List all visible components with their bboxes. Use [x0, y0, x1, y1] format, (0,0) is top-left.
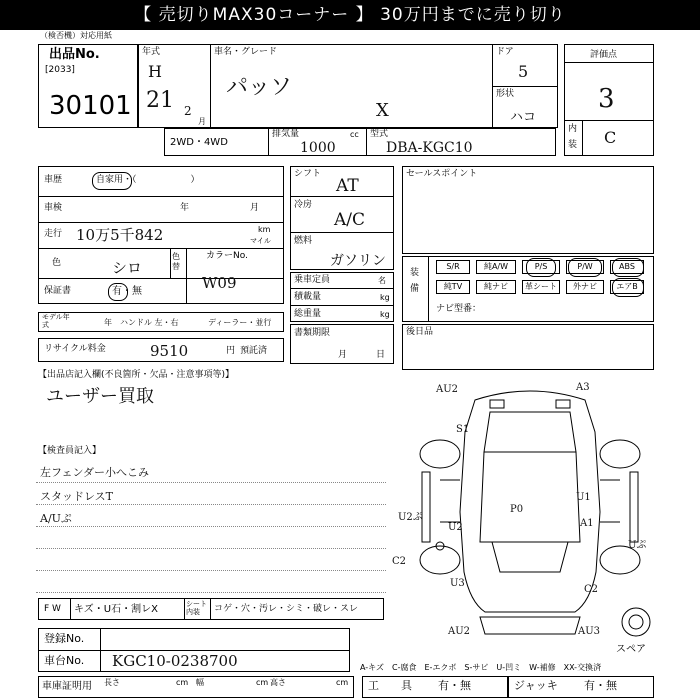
cert-cm-3: cm: [336, 678, 349, 687]
shape-label: 形状: [496, 89, 515, 99]
recycle-value: 9510: [150, 342, 189, 360]
model-grade: X: [376, 100, 389, 121]
chassis-value: KGC10-0238700: [112, 652, 238, 670]
warranty-label: 保証書: [44, 286, 72, 296]
score-label: 評価点: [590, 50, 618, 60]
equip-sr: S/R: [436, 260, 470, 274]
model-name: パッソ: [226, 75, 293, 100]
certificate-label: 車庫証明用: [42, 681, 92, 692]
score-value: 3: [598, 84, 615, 114]
year-value: 21: [146, 88, 174, 113]
cert-cm-1: cm: [176, 678, 189, 687]
circle-ps: [526, 258, 556, 277]
year-month: 2: [184, 104, 192, 118]
inspector-line-2: A/Uぷ: [40, 512, 72, 525]
mark-d: P0: [510, 504, 524, 515]
car-diagram: [392, 372, 660, 662]
shift-value: AT: [336, 176, 359, 196]
capacity-label-0: 乗車定員: [294, 275, 331, 285]
fw-label: F W: [44, 604, 61, 614]
history-text: 自家用・（ ）: [96, 175, 200, 185]
year-label: 年式: [142, 47, 161, 57]
interior-label-2: 装: [568, 140, 578, 150]
model-year-label: モデル年式: [42, 313, 70, 329]
interior-label-1: 内: [568, 124, 578, 134]
inspection-month: 月: [250, 203, 260, 213]
circle-airbag: [612, 278, 644, 297]
circle-abs: [612, 258, 644, 277]
form-note: （検否機）対応用紙: [40, 31, 112, 40]
history-label: 車歴: [44, 175, 63, 185]
ac-label: 冷房: [294, 200, 313, 210]
register-label: 登録No.: [44, 632, 85, 645]
mark-c: S1: [456, 424, 470, 435]
recycle-label: リサイクル料金: [44, 344, 106, 354]
later-label: 後日品: [406, 327, 434, 337]
color-code-label: カラーNo.: [206, 251, 248, 261]
history-circle: [92, 172, 132, 190]
tools-label: 工 具: [368, 679, 412, 692]
fuel-value: ガソリン: [330, 253, 386, 269]
inspector-label: 【検査員記入】: [38, 446, 102, 456]
lot-number: 30101: [49, 91, 132, 121]
cert-wide: 幅: [196, 678, 204, 687]
mark-h: U2ぷ: [398, 512, 423, 523]
month-unit: 月: [198, 117, 206, 126]
model-label: 車名・グレード: [214, 47, 278, 57]
displacement-value: 1000: [300, 140, 336, 156]
regdate-day: 日: [376, 350, 386, 360]
mark-b: A3: [576, 382, 590, 393]
equip-aw: 純A/W: [476, 260, 516, 274]
interior-value: C: [604, 128, 617, 147]
lot-label: 出品No.: [49, 47, 100, 62]
seat-text: コゲ・穴・汚レ・シミ・破レ・スレ: [214, 604, 359, 614]
capacity-unit-1: kg: [380, 293, 390, 302]
spare-label: スペア: [616, 644, 646, 655]
mileage-value: 10万5千842: [76, 226, 164, 244]
jack-label: ジャッキ: [514, 679, 558, 692]
model-year-text1: 年: [104, 318, 112, 327]
fuel-label: 燃料: [294, 236, 313, 246]
color-label: 色: [52, 258, 62, 268]
ac-value: A/C: [334, 210, 366, 230]
displacement-label: 排気量: [272, 129, 300, 139]
color-change-label: 色替: [172, 252, 180, 271]
cert-high: 高さ: [270, 678, 286, 687]
inspection-year: 年: [180, 203, 190, 213]
navi-model-label: ナビ型番：: [436, 304, 482, 314]
equip-ps: P/S: [522, 260, 560, 274]
doors-value: 5: [518, 62, 529, 81]
equip-leather: 革シート: [522, 280, 560, 294]
legend-text: A-キズ C-腐食 E-エクボ S-サビ U-凹ミ W-補修 XX-交換済: [360, 663, 602, 672]
capacity-unit-0: 名: [378, 276, 386, 285]
shape-value: ハコ: [510, 110, 537, 125]
jack-text: 有・無: [584, 679, 617, 692]
lot-sub: [2033]: [45, 65, 75, 75]
sales-point-label: セールスポイント: [406, 169, 478, 179]
mark-j: U3: [450, 578, 465, 589]
mark-i: C2: [392, 556, 407, 567]
inspection-label: 車検: [44, 203, 63, 213]
color-code: W09: [202, 274, 237, 292]
equip-pw: P/W: [566, 260, 604, 274]
seat-label: シート内装: [186, 600, 207, 616]
recycle-note: 預託済: [240, 346, 268, 356]
mileage-km: km: [258, 225, 271, 234]
exhibitor-note-value: ユーザー買取: [46, 386, 154, 407]
warranty-circle: [108, 283, 128, 301]
shift-label: シフト: [294, 169, 322, 179]
later-box: [402, 324, 654, 370]
mileage-label: 走行: [44, 229, 63, 239]
mark-m: AU3: [578, 626, 601, 637]
capacity-unit-2: kg: [380, 310, 390, 319]
doors-label: ドア: [496, 47, 514, 57]
drive-type: 2WD・4WD: [170, 137, 228, 148]
mark-k: C2: [584, 584, 599, 595]
inspector-line-1: スタッドレスT: [40, 490, 114, 503]
capacity-label-2: 総重量: [294, 309, 322, 319]
capacity-label-1: 積載量: [294, 292, 322, 302]
mark-e: U1: [576, 492, 591, 503]
equipment-label-2: 備: [410, 284, 420, 294]
circle-pw: [568, 258, 602, 277]
displacement-unit: cc: [350, 130, 359, 139]
mark-g: A1: [580, 518, 594, 529]
model-year-text3: ディーラー・並行: [208, 318, 272, 327]
equipment-label-1: 装: [410, 268, 420, 278]
equip-abs: ABS: [610, 260, 644, 274]
equip-airbag: エアB: [610, 280, 644, 294]
modelcode-label: 型式: [370, 129, 389, 139]
chassis-label: 車台No.: [44, 654, 85, 667]
model-year-text2: ハンドル 左・右: [120, 318, 179, 327]
inspector-line-0: 左フェンダー小へこみ: [40, 466, 150, 479]
lot-box: [38, 44, 138, 128]
recycle-unit: 円: [226, 346, 236, 356]
mark-l: AU2: [448, 626, 471, 637]
year-era: H: [148, 62, 162, 81]
equip-extnavi: 外ナビ: [566, 280, 604, 294]
banner: [0, 0, 700, 30]
tools-text: 有・無: [438, 679, 471, 692]
mark-o: Uぷ: [628, 540, 647, 551]
fw-text: キズ・U石・割レX: [74, 604, 158, 615]
color-value: シロ: [112, 259, 143, 277]
mileage-mile: マイル: [250, 237, 271, 245]
mark-a: AU2: [436, 384, 459, 395]
regdate-label: 書類期限: [294, 328, 331, 338]
equip-tv: 純TV: [436, 280, 470, 294]
banner-text: 【 売切りMAX30コーナー 】 30万円までに売り切り: [134, 5, 566, 25]
cert-cm-2: cm: [256, 678, 269, 687]
exhibitor-note-label: 【出品店記入欄(不良箇所・欠品・注意事項等)】: [38, 370, 235, 380]
warranty-text: 有・無: [112, 286, 142, 297]
regdate-month: 月: [338, 350, 348, 360]
cert-long: 長さ: [104, 678, 120, 687]
mark-f: U2: [448, 522, 463, 533]
modelcode-value: DBA-KGC10: [386, 140, 473, 156]
equip-navi: 純ナビ: [476, 280, 516, 294]
